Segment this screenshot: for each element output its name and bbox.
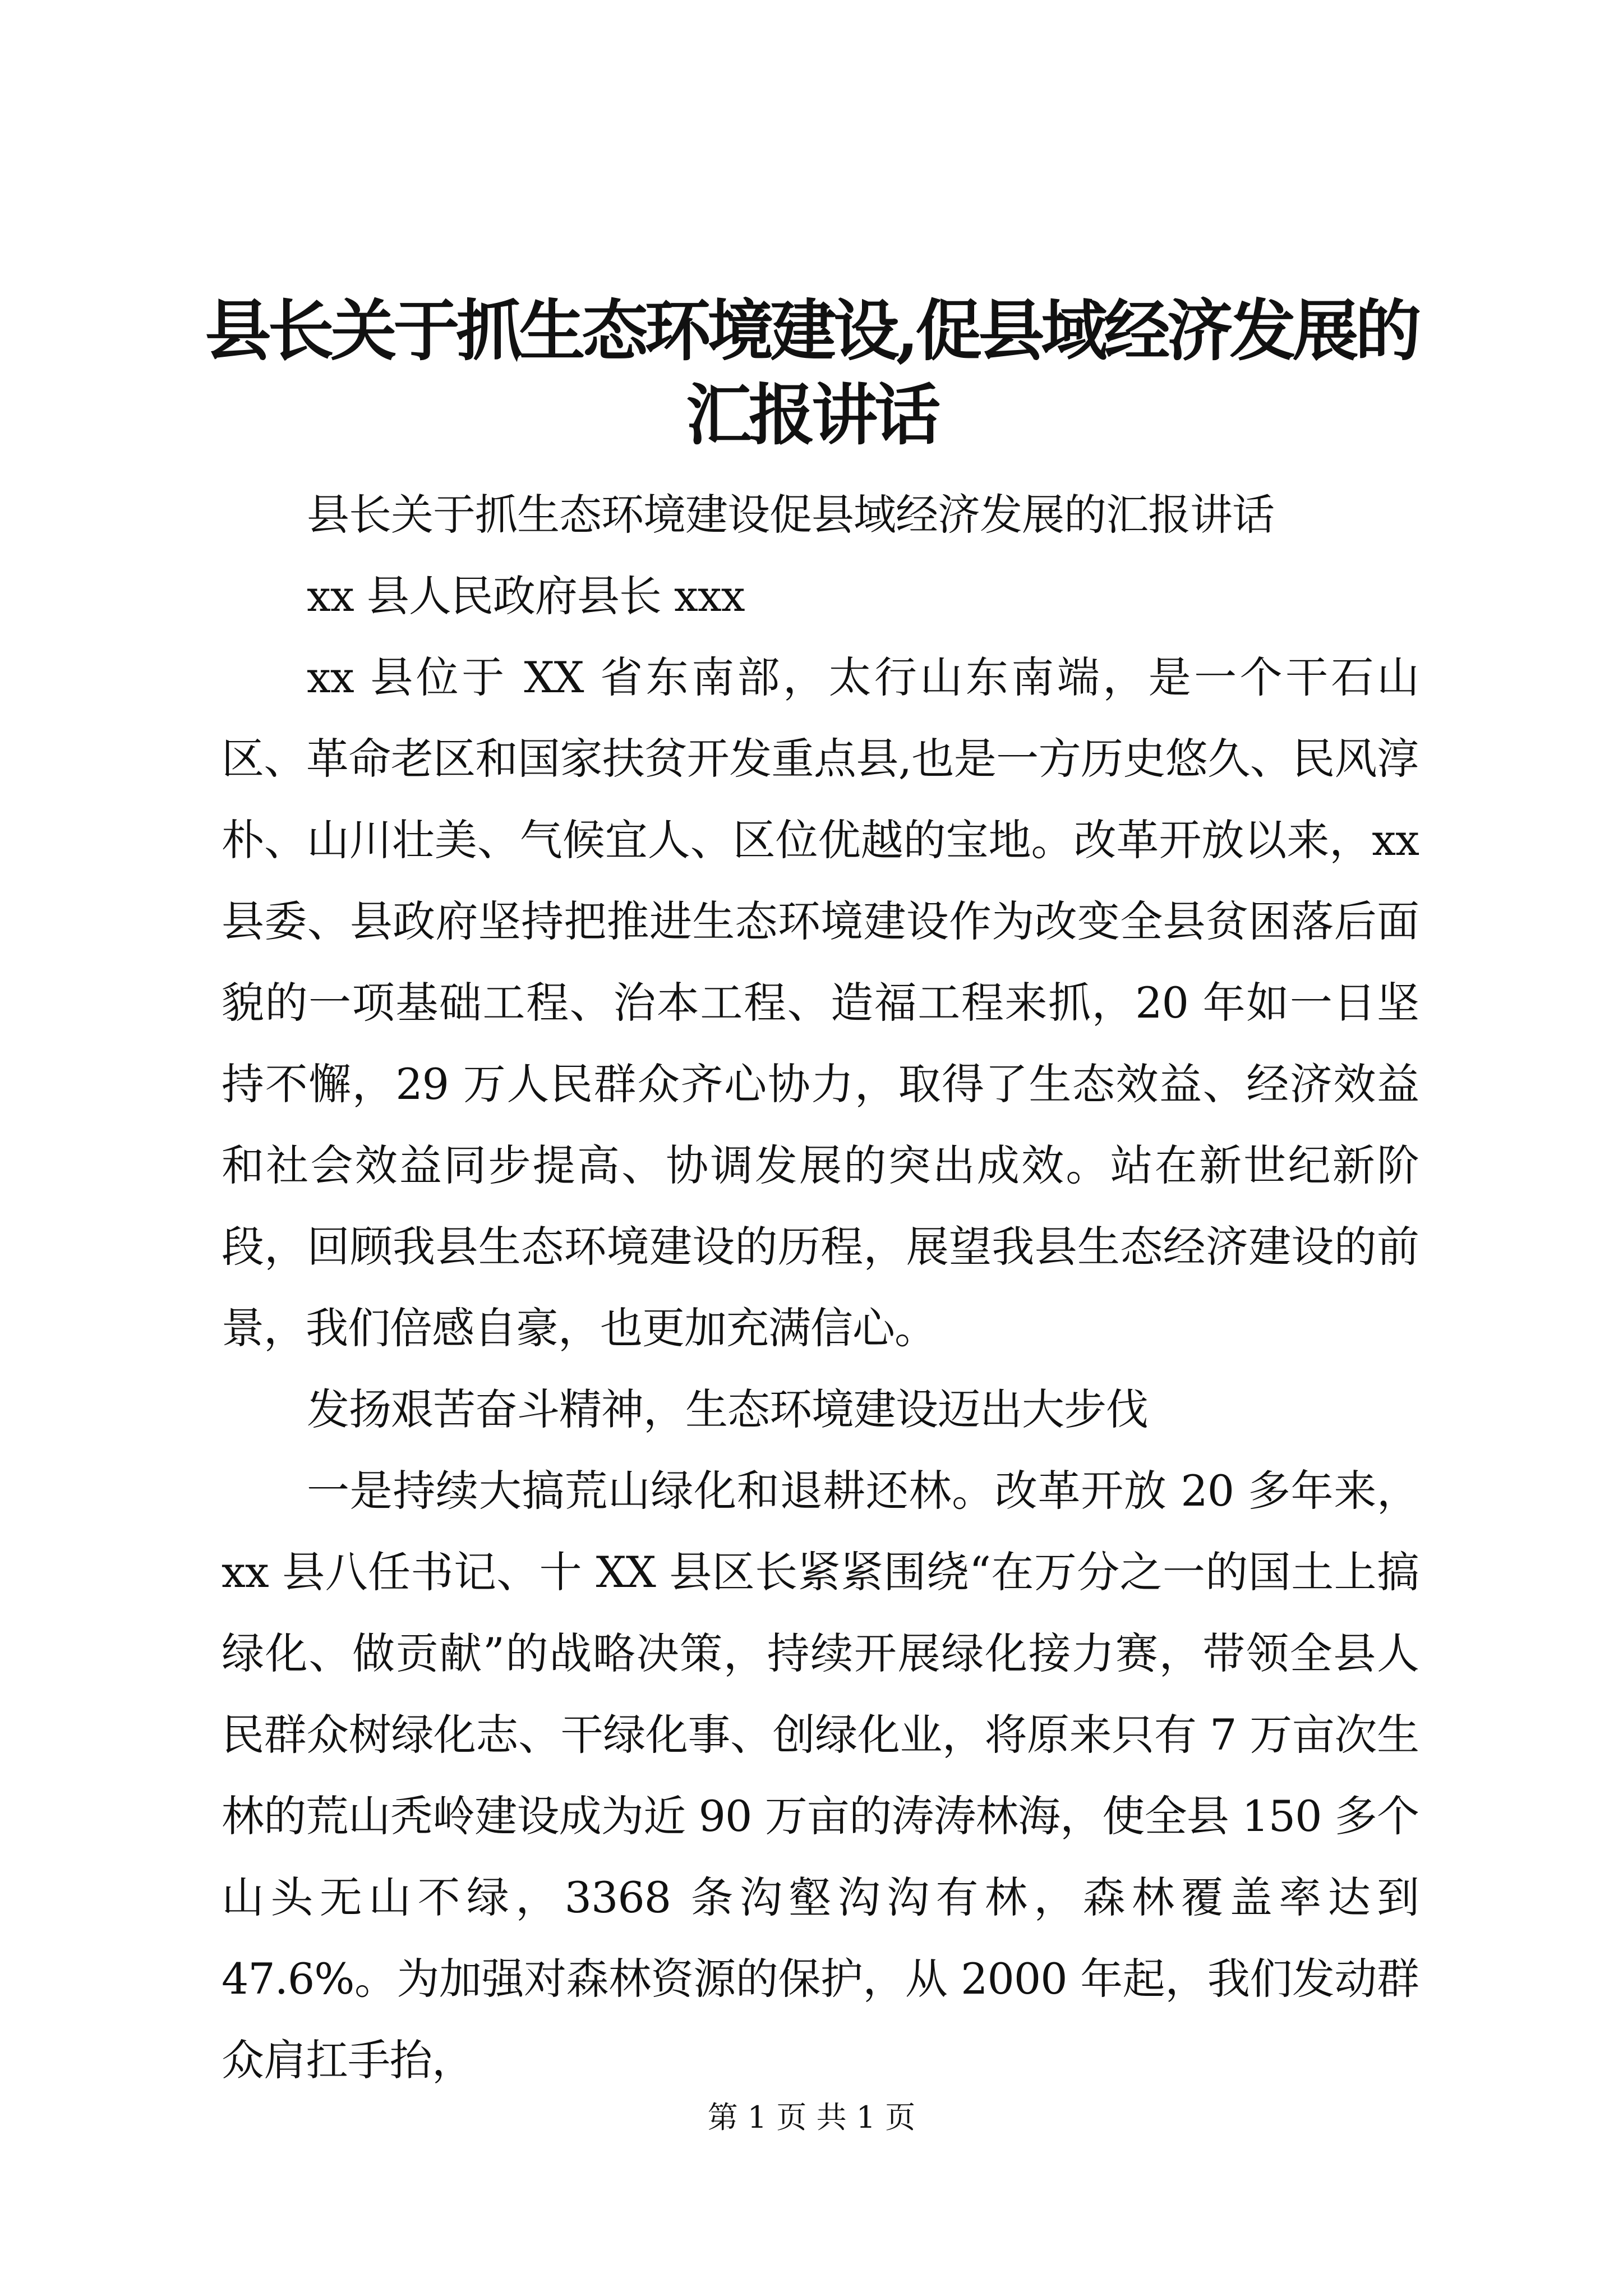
body-paragraph-intro: xx 县位于 XX 省东南部，太行山东南端，是一个干石山区、革命老区和国家扶贫开发重点县,也是一方历史悠久、民风淳朴、山川壮美、气候宜人、区位优越的宝地。改革开放以来，xx 县委、县政府坚持把推进生态环境建设作为改变全县贫困落后面貌的一项基础工程、治本工程、造福工程来抓，20 年如一日坚持不懈，29 万人民群众齐心协力，取得了生态效益、经济效益和社会效益同步提高、协调发展的突出成效。站在新世纪新阶段，回顾我县生态环境建设的历程，展望我县生态经济建设的前景，我们倍感自豪，也更加充满信心。 xyxy=(222,652,1419,1353)
document-title-line-2: 汇报讲话 xyxy=(685,376,937,454)
page-number-footer: 第 1 页 共 1 页 xyxy=(707,2100,916,2135)
author-line: xx 县人民政府县长 xxx xyxy=(307,571,745,621)
document-title-line-1: 县长关于抓生态环境建设,促县域经济发展的 xyxy=(205,292,1418,370)
section-heading: 发扬艰苦奋斗精神，生态环境建设迈出大步伐 xyxy=(307,1384,1148,1434)
subtitle-paragraph: 县长关于抓生态环境建设促县域经济发展的汇报讲话 xyxy=(307,490,1274,540)
body-paragraph-afforestation: 一是持续大搞荒山绿化和退耕还林。改革开放 20 多年来，xx 县八任书记、十 XX 县区长紧紧围绕“在万分之一的国土上搞绿化、做贡献”的战略决策，持续开展绿化接力赛，带领全县人民群众树绿化志、干绿化事、创绿化业，将原来只有 7 万亩次生林的荒山秃岭建设成为近 90 万亩的涛涛林海，使全县 150 多个山头无山不绿，3368 条沟壑沟沟有林，森林覆盖率达到 47.6%。为加强对森林资源的保护，从 2000 年起，我们发动群众肩扛手抬， xyxy=(222,1466,1419,2085)
